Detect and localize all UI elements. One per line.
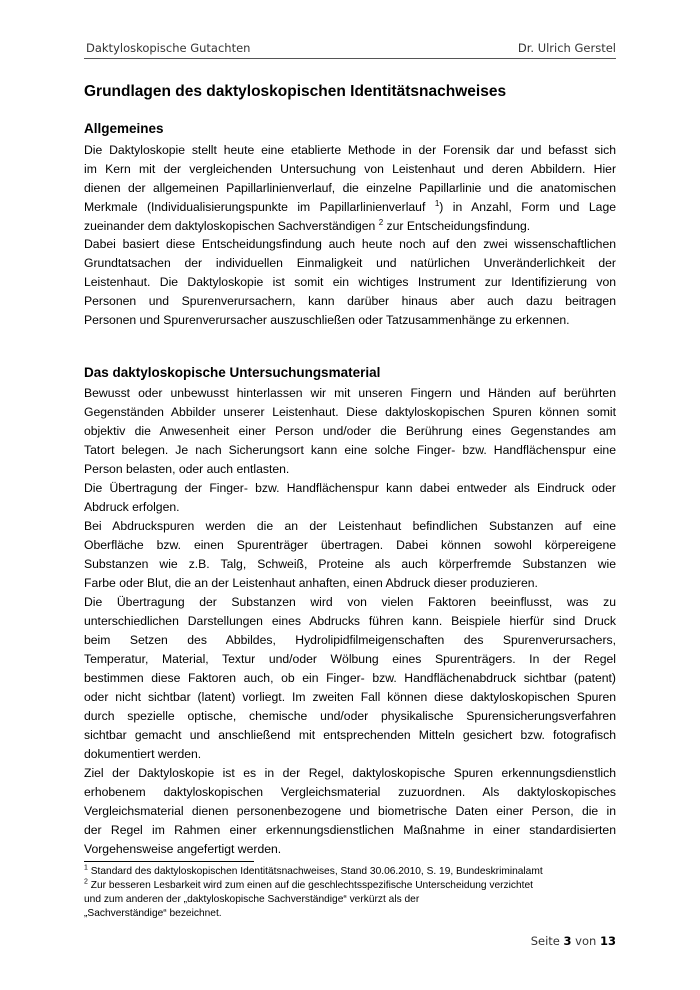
page-number-middle: von (571, 934, 600, 948)
text-line: unterschiedlichen Darstellungen eines Abdrucks führen kann. Beispiele hierfür sind Druck (84, 614, 616, 628)
text-line: objektiv die Anwesenheit einer Person und/oder die Berührung eines Gegenstandes am (84, 424, 616, 438)
text-line: Person belasten, oder auch entlasten. (84, 462, 290, 476)
text-segment: Merkmale (Individualisierungspunkte im Papillarlinienverlauf (84, 200, 426, 214)
page-title: Grundlagen des daktyloskopischen Identitätsnachweises (84, 83, 507, 100)
text-line (84, 217, 616, 236)
page-number-total: 13 (599, 934, 616, 948)
text-line: oder nicht sichtbar (latent) vorliegt. Im zweiten Fall können diese daktyloskopischen Spuren (84, 690, 616, 704)
footnote-divider (84, 861, 254, 862)
text-line: Personen und Spurenverursacher auszuschließen oder Tatzusammenhänge zu erkennen. (84, 313, 570, 327)
page-number-current: 3 (563, 934, 572, 948)
header-divider (84, 58, 616, 59)
footnotes (84, 865, 624, 921)
text-line: Vorgehensweise angefertigt werden. (84, 842, 282, 856)
footnote-2 (84, 879, 624, 893)
footnote-mark: 1 (84, 864, 88, 872)
text-segment: ) in Anzahl, Form und Lage (439, 200, 616, 214)
footnote-1 (84, 865, 624, 879)
text-line: Gegenständen Abbilder unserer Leistenhaut. Diese daktyloskopischen Spuren können somit (84, 405, 616, 419)
text-line: Substanzen wie z.B. Talg, Schweiß, Proteine als auch körperfremde Substanzen wie (84, 557, 616, 571)
footnote-2-continued: „Sachverständige“ bezeichnet. (84, 908, 222, 919)
paragraph (84, 384, 616, 859)
footnote-text: Standard des daktyloskopischen Identitätsnachweises, Stand 30.06.2010, S. 19, Bundeskriminalamt (87, 866, 543, 877)
text-line: Die Übertragung der Substanzen wird von vielen Faktoren beeinflusst, was zu (84, 595, 616, 609)
page-header (84, 40, 616, 58)
section-heading-allgemeines: Allgemeines (84, 121, 164, 136)
text-line: Vergleichsmaterial dienen personenbezogene und biometrische Daten einer Person, die in (84, 804, 616, 818)
text-line: Dabei basiert diese Entscheidungsfindung auch heute noch auf den zwei wissenschaftlichen (84, 237, 616, 251)
text-line (84, 198, 616, 217)
text-line: Temperatur, Material, Textur und/oder Wölbung eines Spurenträgers. In der Regel (84, 652, 616, 666)
header-document-title: Daktyloskopische Gutachten (86, 41, 251, 55)
text-line: sichtbar gemacht und anschließend mit entsprechenden Mitteln gesichert bzw. fotografisch (84, 728, 616, 742)
text-line: Farbe oder Blut, die an der Leistenhaut anhaften, einen Abdruck dieser produzieren. (84, 576, 538, 590)
text-line: Leistenhaut. Die Daktyloskopie ist somit ein wichtiges Instrument zur Identifizierung von (84, 275, 616, 289)
section-heading-untersuchungsmaterial: Das daktyloskopische Untersuchungsmaterial (84, 365, 381, 380)
text-line: erhobenem daktyloskopischen Vergleichsmaterial zuzuordnen. Als daktyloskopisches (84, 785, 616, 799)
paragraph (84, 141, 616, 236)
page-number (531, 934, 616, 948)
text-line: Die Daktyloskopie stellt heute eine etablierte Methode in der Forensik dar und befasst sich (84, 143, 616, 157)
text-line: Oberfläche bzw. einen Spurenträger übertragen. Dabei können sowohl körpereigene (84, 538, 616, 552)
text-line: beim Setzen des Abbildes, Hydrolipidfilmeigenschaften des Spurenverursachers, (84, 633, 616, 647)
page-number-prefix: Seite (530, 934, 564, 948)
text-line: bestimmen diese Faktoren auch, ob ein Finger- bzw. Handflächenabdruck sichtbar (patent) (84, 671, 616, 685)
text-line: Bewusst oder unbewusst hinterlassen wir mit unseren Fingern und Händen auf berührten (84, 386, 616, 400)
text-line: Bei Abdruckspuren werden die an der Leistenhaut befindlichen Substanzen auf eine (84, 519, 616, 533)
footnote-ref[interactable]: 1 (434, 198, 440, 208)
footnote-ref[interactable]: 2 (378, 217, 384, 227)
text-line: im Kern mit der vergleichenden Untersuchung von Leistenhaut und deren Abbildern. Hier (84, 162, 616, 176)
paragraph (84, 235, 616, 330)
text-segment: zueinander dem daktyloskopischen Sachverständigen (84, 219, 376, 233)
header-author: Dr. Ulrich Gerstel (517, 41, 616, 55)
text-line: Die Übertragung der Finger- bzw. Handflächenspur kann dabei entweder als Eindruck oder (84, 481, 616, 495)
text-line: Ziel der Daktyloskopie ist es in der Regel, daktyloskopische Spuren erkennungsdienstlich (84, 766, 616, 780)
footnote-text: Zur besseren Lesbarkeit wird zum einen auf die geschlechtsspezifische Unterscheidung verzichtet (87, 880, 533, 891)
footnote-mark: 2 (84, 878, 88, 886)
text-line: der Regel im Rahmen einer erkennungsdienstlichen Maßnahme in einer standardisierten (84, 823, 616, 837)
text-line: Tatort belegen. Je nach Sicherungsort kann eine solche Finger- bzw. Handflächenspur eine (84, 443, 616, 457)
text-line: dienen der allgemeinen Papillarlinienverlauf, die einzelne Papillarlinie und die anatomischen (84, 181, 616, 195)
text-line: dokumentiert werden. (84, 747, 202, 761)
text-segment: zur Entscheidungsfindung. (383, 219, 531, 233)
footnote-2-continued: und zum anderen der „daktyloskopische Sachverständige“ verkürzt als der (84, 894, 420, 905)
text-line: Abdruck erfolgen. (84, 500, 180, 514)
text-line: Personen und Spurenverursachern, kann darüber hinaus aber auch dazu beitragen (84, 294, 616, 308)
text-line: durch spezielle optische, chemische und/oder physikalische Spurensicherungsverfahren (84, 709, 616, 723)
text-line: Grundtatsachen der individuellen Einmaligkeit und natürlichen Unveränderlichkeit der (84, 256, 616, 270)
